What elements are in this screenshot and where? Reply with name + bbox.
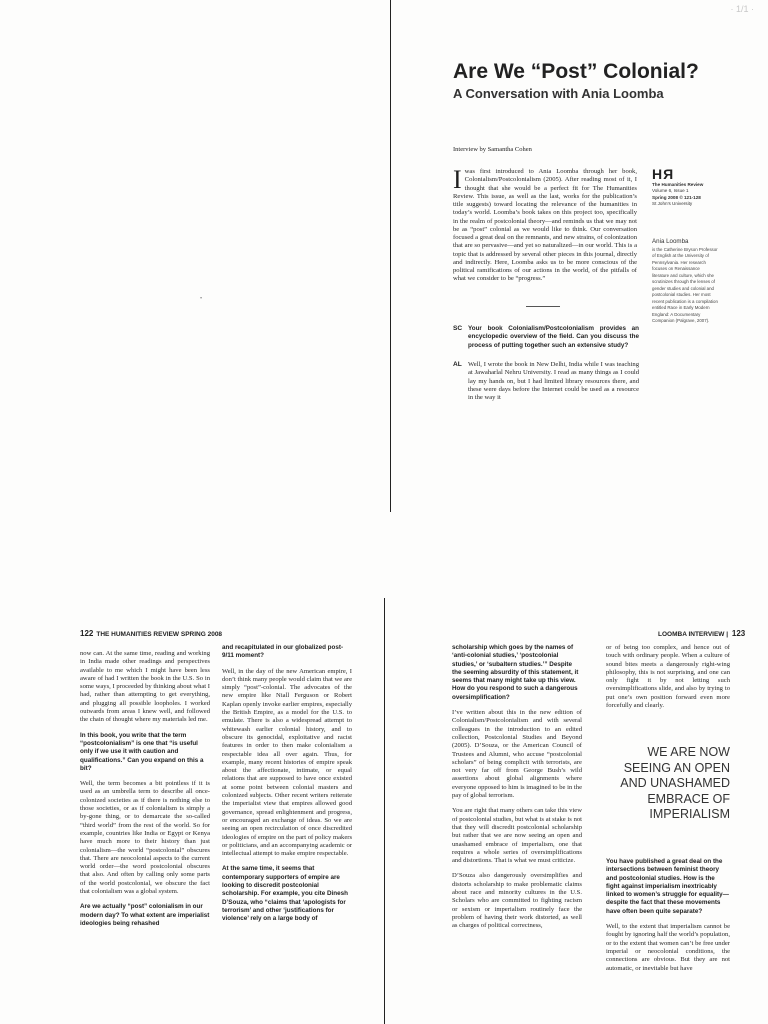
journal-publisher: St John's University (652, 201, 693, 207)
section-separator (526, 306, 560, 307)
page-number: 122 (80, 629, 94, 638)
speaker-initials: SC (453, 325, 463, 332)
paragraph: Well, to the extent that imperialism cannot be fought by ignoring half the world’s population, or to the extent that women can’t be free under imperial or neocolonial conditions, the connections are obvious. But they are not automatic, or inevitable but have (606, 923, 730, 972)
running-head-right: LOOMBA INTERVIEW | 123 (658, 629, 746, 638)
author-bio: is the Catherine Bryson Professor of English at the University of Pennsylvania. Her research focuses on Renaissance literature and culture, which she scrutinizes through the lenses of gender studies and colonial and postcolonial studies. Her most recent publication is a compilation entitled Race in Early Modern England: A Documentary Companion (Palgrave, 2007). (652, 246, 718, 324)
article-title: Are We “Post” Colonial? (453, 60, 699, 83)
qa-question (453, 325, 639, 350)
column-2 (222, 644, 352, 931)
author-name: Ania Loomba (652, 237, 689, 245)
question-paragraph: At the same time, it seems that contemporary supporters of empire are looking to discredit postcolonial scholarship. For example, you cite Dinesh D’Souza, who “claims that ‘apologists for terrorism’ and other ‘justifications for violence’ rely on a large body of (222, 865, 348, 923)
page-corner-mark: · 1/1 · (730, 4, 754, 14)
column-4-top (606, 644, 730, 717)
question-paragraph: scholarship which goes by the names of ‘anti-colonial studies,’ ‘postcolonial studies,’ or ‘subaltern studies.’” Despite the seeming absurdity of this statement, it seems that many might take up this view. How do you respond to such a dangerous oversimplification? (452, 644, 579, 701)
sidebar (652, 166, 718, 325)
column-3 (452, 644, 582, 938)
paragraph: Well, the term becomes a bit pointless if it is used as an umbrella term to describe all once-colonized societies as if there is nothing else to those societies, or as if colonialism is simply a by-gone thing, or to demarcate the so-called “third world” from the rest of the world. So for example, countries like India or Egypt or Kenya have much more to their history than just colonialism—the world “postcolonial” obscures that. There are neocolonial aspects to the current world order—the word postcolonial obscures that also. And often by calling only some parts of the world postcolonial, we obscure the fact that colonialism was a global system. (80, 780, 210, 896)
paragraph: now can. At the same time, reading and working in India made other readings and perspectives available to me which I might have been less aware of had I written the book in the U.S. So in some ways, I proceeded by thinking about what I had, rather than attempting to get everything, and plugging all possible loopholes. I worked outwards from areas I knew well, and followed the chain of thought where my materials led me. (80, 650, 210, 724)
article-subtitle: A Conversation with Ania Loomba (453, 86, 664, 101)
drop-cap: I (453, 165, 462, 194)
question-paragraph: You have published a great deal on the intersections between feminist theory and postcolonial studies. How is the fight against imperialism inextricably linked to women’s struggle for equality—despite the fact that these movements have often been quite separate? (606, 858, 729, 915)
paragraph: You are right that many others can take this view of postcolonial studies, but what is at stake is not that they will discredit postcolonial scholarship but rather that we are now seeing an open and unashamed embrace of imperialism, one that requires a whole series of oversimplifications and distortions. That is what we must criticize. (452, 807, 582, 865)
running-head-left (80, 629, 222, 638)
intro-text: was first introduced to Ania Loomba through her book, Colonialism/Postcolonialism (2005). After reading most of it, I thought that she would be a perfect fit for The Humanities Review. This issue, as well as the last, works for the publication’s title suggests) toward locating the relevance of the humanities in today’s world. Loomba’s book takes on this project too, specifically in the realm of postcolonial theory—and reminds us that we may not be as “post” colonial as we would like to think. Our conversation focused a great deal on the remnants, and new strains, of colonization that are so pervasive—and yet so naturalized—in our world. This is a topic that is addressed by several other pieces in this journal, directly and indirectly. Here, Loomba asks us to be more conscious of the political ramifications of our actions in the world, of the pitfalls of what we consider to be “progress.” (453, 168, 637, 283)
byline: Interview by Samantha Cohen (453, 146, 532, 153)
answer-text: Well, I wrote the book in New Delhi, India while I was teaching at Jawaharlal Nehru University. I read as many things as I could lay my hands on, but I had limited library resources there, and these were days before the Internet could be used as a resource in the way it (468, 361, 639, 401)
top-page-gutter (390, 0, 391, 512)
running-head-text: THE HUMANITIES REVIEW SPRING 2008 (96, 631, 223, 638)
paragraph: D’Souza also dangerously oversimplifies and distorts scholarship to make problematic claims about race and minority cultures in the U.S. Scholars who are committed to fighting racism or sexism or imperialism routinely face the problem of having their work distorted, as well as charges of political correctness, (452, 872, 582, 930)
scan-speck: • (200, 296, 203, 302)
column-1 (80, 650, 210, 935)
question-text: Your book Colonialism/Postcolonialism provides an encyclopedic overview of the field. Can you discuss the process of putting together such an extensive study? (468, 325, 639, 349)
paragraph: Well, in the day of the new American empire, I don’t think many people would claim that we are simply “post”-colonial. The advocates of the new empire like Niall Ferguson or Robert Kaplan openly invoke earlier empires, especially the British Empire, as a model for the U.S. to emulate. There is also a widespread attempt to whitewash earlier colonial history, and to obscure its genocidal, exploitative and racist features in order to then make colonialism a respectable idea all over again. Thus, for example, many recent histories of empire speak about the affectionate, intimate, or equal relations that are supposed to have once existed at some point between colonial masters and colonized subjects. Other recent writers reiterate the imperialist view that empires allowed good governance, spread enlightenment and progress, or encouraged an exchange of ideas. So we are seeing an open recirculation of once discredited ideologies of empire on the part of policy makers or politicians, and an accompanying academic or intellectual attempt to make empire respectable. (222, 667, 353, 858)
column-4-bottom (606, 858, 730, 980)
pull-quote: WE ARE NOW SEEING AN OPEN AND UNASHAMED EMBRACE OF IMPERIALISM (620, 745, 730, 821)
journal-issue: Spring 2008 © 121-128 (652, 194, 701, 200)
qa-answer (453, 361, 639, 402)
speaker-initials: AL (453, 361, 462, 368)
question-paragraph: In this book, you write that the term “postcolonialism” is one that “is useful only if we use it with caution and qualifications.” Can you expand on this a bit? (80, 731, 204, 772)
paragraph: I’ve written about this in the new edition of Colonialism/Postcolonialism and with several colleagues in the introduction to an edited collection, Postcolonial Studies and Beyond (2005). D’Souza, or the American Council of Trustees and Alumni, who accuse “postcolonial scholars” of being complicit with terrorists, are not very far off from George Bush’s wild assertions about global alignments where everyone opposed to him is imagined to be in the pay of global terrorism. (452, 709, 582, 800)
journal-volume: Volume 6, Issue 1 (652, 188, 689, 194)
running-head-text: LOOMBA INTERVIEW (658, 631, 725, 638)
paragraph: or of being too complex, and hence out of touch with ordinary people. When a culture of sound bites meets a dangerously right-wing philosophy, this is not surprising, and one can only fight it by not letting such oversimplifications slide, and also by trying to put one’s own position forward even more forcefully and clearly. (606, 644, 730, 710)
bottom-page-gutter (384, 598, 385, 1024)
journal-name: The Humanities Review (652, 182, 704, 187)
question-paragraph: Are we actually “post” colonialism in our modern day? To what extent are imperialist ideologies being rehashed (80, 903, 210, 927)
question-paragraph: and recapitulated in our globalized post-9/11 moment? (222, 644, 344, 660)
intro-paragraph (453, 165, 637, 284)
journal-logo: HЯ (652, 166, 675, 182)
page-number: 123 (731, 629, 746, 638)
